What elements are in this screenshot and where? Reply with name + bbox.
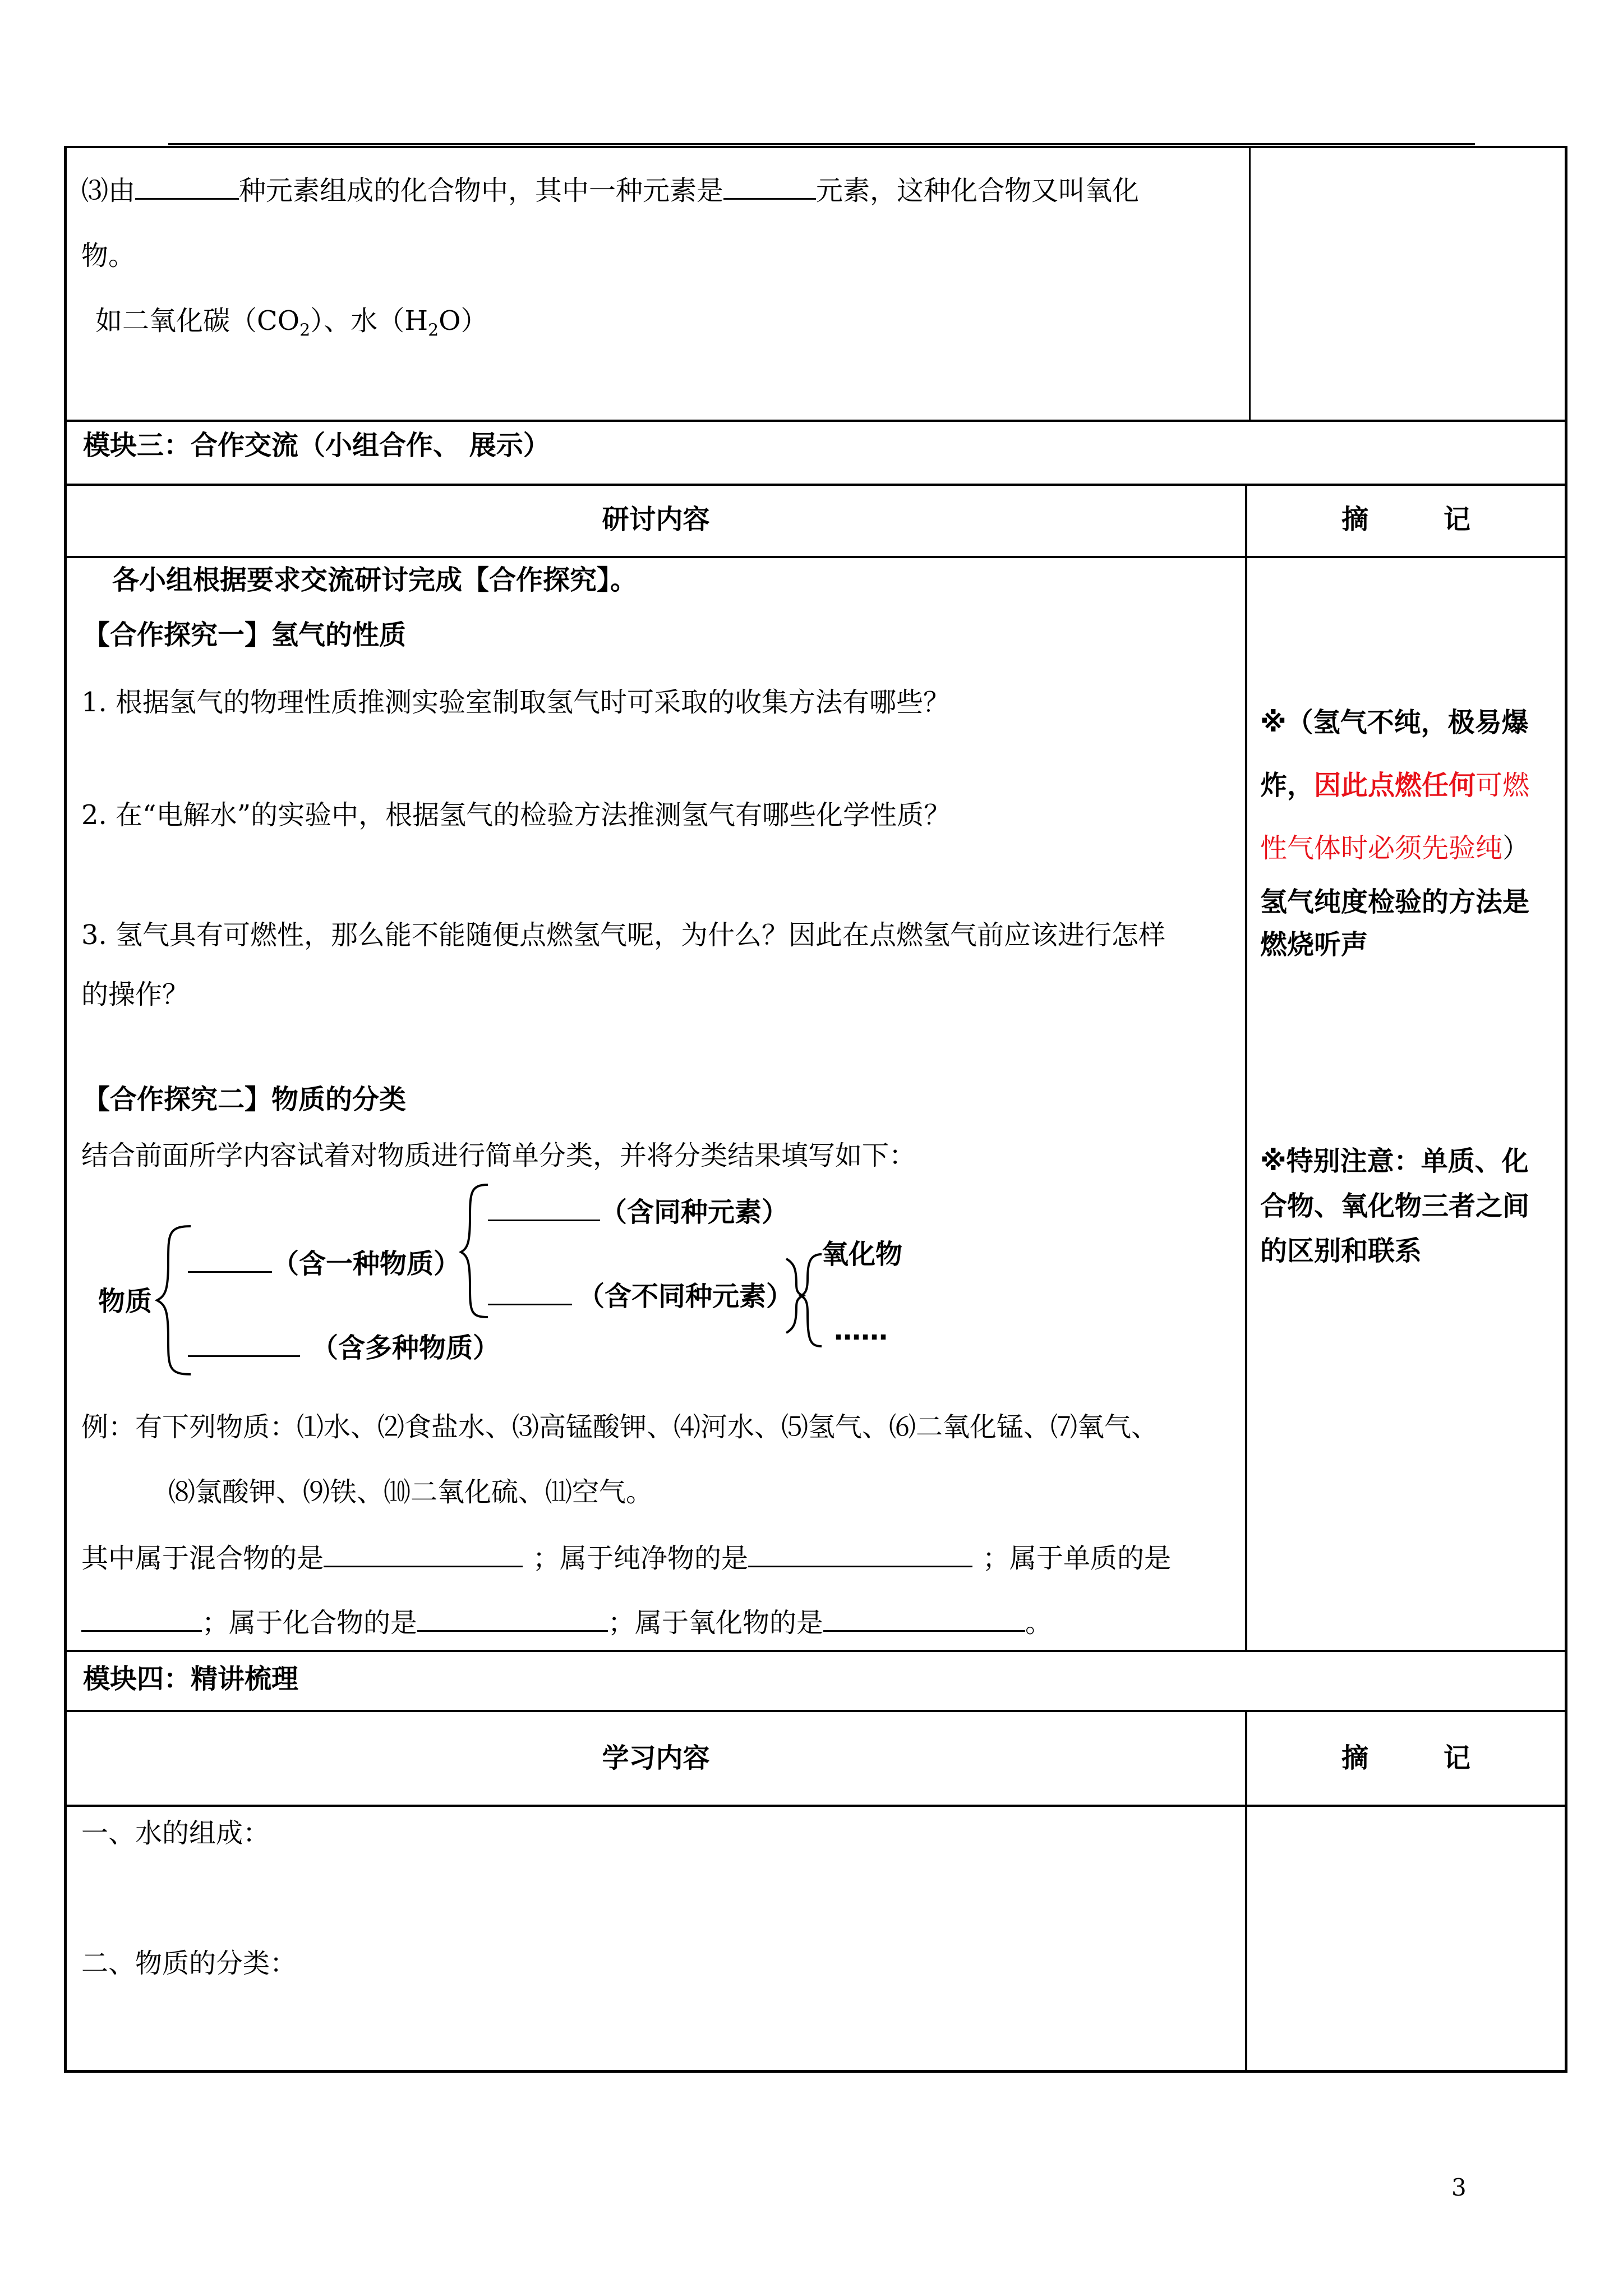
highlight-text: 因此点燃任何: [1314, 770, 1476, 801]
text: ）、水（H: [310, 305, 428, 337]
text: 元素，这种化合物又叫氧化: [816, 175, 1140, 206]
text: 。: [1025, 1607, 1053, 1639]
text: （含一种物质）: [272, 1248, 461, 1280]
highlight-text: 可燃: [1476, 770, 1530, 801]
inquiry2-title: 【合作探究二】物质的分类: [83, 1084, 407, 1115]
text: ；属于单质的是: [983, 1543, 1172, 1574]
pure-answer-blank[interactable]: [748, 1540, 972, 1567]
text: ；属于化合物的是: [202, 1607, 418, 1639]
tree-oxide-label: 氧化物: [822, 1239, 903, 1270]
compound-answer-blank[interactable]: [417, 1604, 608, 1632]
tree-root-label: 物质: [98, 1286, 153, 1317]
tree-compound-branch: [488, 1278, 793, 1313]
question-1: 1. 根据氢气的物理性质推测实验室制取氢气时可采取的收集方法有哪些？: [81, 687, 951, 718]
module4-title: 模块四：精讲梳理: [83, 1663, 299, 1695]
text: ；属于纯净物的是: [533, 1543, 749, 1574]
oxide-answer-blank[interactable]: [823, 1604, 1025, 1632]
text: ⑶由: [81, 175, 136, 206]
module3-title: 模块三：合作交流（小组合作、 展示）: [83, 430, 550, 461]
module4-item-1: 一、水的组成：: [81, 1818, 270, 1849]
text: 如二氧化碳（CO: [95, 305, 300, 337]
text: ；属于氧化物的是: [608, 1607, 824, 1639]
note-hydrogen-warning-1: ※（氢气不纯，极易爆: [1260, 707, 1529, 738]
note-attention-2: 合物、氧化物三者之间: [1260, 1190, 1530, 1222]
inquiry2-intro: 结合前面所学内容试着对物质进行简单分类，并将分类结果填写如下：: [81, 1140, 916, 1171]
module4-col-notes-header: 摘 记: [1341, 1742, 1470, 1774]
module3-intro: 各小组根据要求交流研讨完成【合作探究】。: [112, 564, 638, 596]
answer-blank[interactable]: [188, 1329, 300, 1357]
module4-item-2: 二、物质的分类：: [81, 1948, 297, 1979]
text: （含同种元素）: [600, 1197, 789, 1228]
text: 炸，: [1260, 770, 1315, 801]
module4-col-content-header: 学习内容: [602, 1742, 710, 1774]
text: 种元素组成的化合物中，其中一种元素是: [239, 175, 724, 206]
answer-blank[interactable]: [488, 1194, 600, 1221]
module3-col-notes-header: 摘 记: [1341, 504, 1470, 535]
note-hydrogen-warning-2: [1260, 769, 1529, 802]
text: ）: [1502, 832, 1530, 864]
element-answer-blank[interactable]: [81, 1604, 202, 1632]
mixture-answer-blank[interactable]: [324, 1540, 523, 1567]
note-purity-test-2: 燃烧听声: [1260, 929, 1368, 960]
tree-pure-branch: [188, 1245, 460, 1281]
module3-col-content-header: 研讨内容: [602, 504, 710, 535]
example-line-2: ⑻氯酸钾、⑼铁、⑽二氧化硫、⑾空气。: [168, 1476, 653, 1508]
text: （含多种物质）: [311, 1332, 500, 1364]
tree-mixture-branch: [188, 1329, 500, 1365]
text: （含不同种元素）: [578, 1281, 794, 1312]
question-3-line-2: 的操作？: [81, 979, 190, 1010]
fill-line-2: [81, 1604, 1052, 1640]
example-line-1: 例：有下列物质：⑴水、⑵食盐水、⑶高锰酸钾、⑷河水、⑸氢气、⑹二氧化锰、⑺氧气、: [81, 1411, 1159, 1443]
tree-others-label: ……: [834, 1315, 888, 1346]
question-3-line-1: 3. 氢气具有可燃性，那么能不能随便点燃氢气呢，为什么？因此在点燃氢气前应该进行怎样: [81, 919, 1166, 951]
answer-blank[interactable]: [488, 1278, 572, 1305]
subscript: 2: [299, 320, 311, 341]
text: O）: [439, 305, 488, 337]
highlight-text: 性气体时必须先验纯: [1260, 832, 1503, 864]
fill-line-1: [81, 1540, 1171, 1575]
inquiry1-title: 【合作探究一】氢气的性质: [83, 619, 407, 651]
note-attention-1: ※特别注意：单质、化: [1260, 1145, 1529, 1177]
text: 其中属于混合物的是: [81, 1543, 324, 1574]
page-number: 3: [1451, 2174, 1467, 2201]
subscript: 2: [428, 320, 439, 341]
note-purity-test-1: 氢气纯度检验的方法是: [1260, 886, 1530, 918]
note-hydrogen-warning-3: [1260, 831, 1529, 865]
note-attention-3: 的区别和联系: [1260, 1235, 1422, 1267]
oxide-definition-line-2: 物。: [81, 240, 136, 272]
answer-blank[interactable]: [188, 1245, 272, 1273]
question-2: 2. 在“电解水”的实验中，根据氢气的检验方法推测氢气有哪些化学性质？: [81, 799, 951, 831]
tree-element-branch: [488, 1194, 789, 1229]
